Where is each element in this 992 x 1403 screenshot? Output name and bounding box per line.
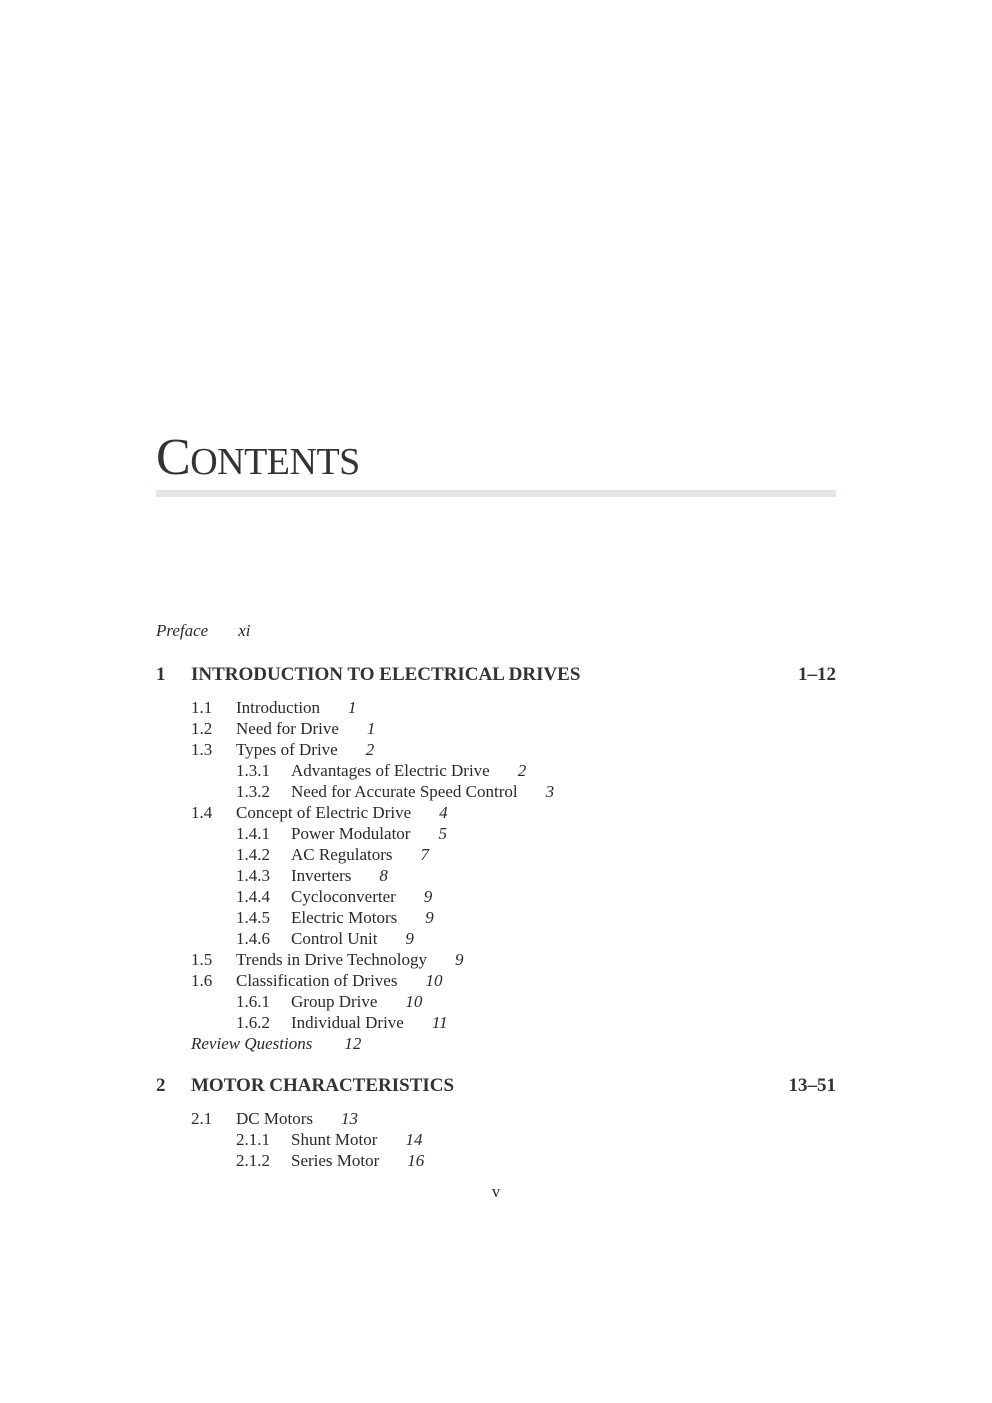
entry-label: Individual Drive [291, 1013, 404, 1032]
entry-number: 1.5 [191, 950, 213, 969]
chapter-page-range: 1–12 [798, 664, 836, 685]
entry-page: 3 [545, 782, 555, 801]
entry-page: 1 [366, 719, 376, 738]
toc-entry[interactable] [191, 1108, 358, 1129]
entry-label: Preface [156, 621, 209, 640]
entry-label: Shunt Motor [291, 1130, 378, 1149]
entry-number: 2.1.2 [236, 1151, 270, 1170]
toc-subentry[interactable] [236, 907, 434, 928]
entry-number: 1.4 [191, 803, 213, 822]
chapter-number: 2 [156, 1075, 166, 1096]
entry-number: 1.3.1 [236, 761, 270, 780]
toc-subentry[interactable] [236, 1012, 448, 1033]
entry-label: Cycloconverter [291, 887, 396, 906]
entry-page: 13 [340, 1109, 358, 1128]
entry-page: 4 [439, 803, 448, 822]
entry-page: 8 [379, 866, 388, 885]
toc-subentry[interactable] [236, 1129, 422, 1150]
entry-number: 1.1 [191, 698, 213, 717]
chapter-number: 1 [156, 664, 166, 685]
page-title [156, 428, 360, 492]
toc-entry[interactable] [191, 970, 442, 991]
entry-number: 1.3.2 [236, 782, 270, 801]
title-rule [156, 490, 836, 497]
entry-page: 16 [407, 1151, 425, 1170]
entry-page: 9 [423, 887, 433, 906]
entry-page: 14 [405, 1130, 423, 1149]
entry-page: 11 [431, 1013, 448, 1032]
entry-number: 2.1.1 [236, 1130, 270, 1149]
entry-number: 1.4.3 [236, 866, 270, 885]
entry-number: 1.6 [191, 971, 213, 990]
chapter-1-heading[interactable] [156, 663, 836, 687]
entry-number: 1.4.4 [236, 887, 270, 906]
toc-entry[interactable] [191, 802, 448, 823]
entry-label: Trends in Drive Technology [236, 950, 427, 969]
entry-label: Concept of Electric Drive [236, 803, 412, 822]
toc-entry[interactable] [191, 718, 375, 739]
title-rest: ONTENTS [190, 441, 360, 483]
title-initial: C [156, 429, 191, 486]
toc-entry[interactable] [191, 739, 374, 760]
entry-page: 2 [517, 761, 527, 780]
entry-page: 9 [455, 950, 464, 969]
entry-label: Control Unit [291, 929, 378, 948]
entry-number: 1.4.5 [236, 908, 270, 927]
entry-number: 1.3 [191, 740, 213, 759]
entry-label: Need for Accurate Speed Control [291, 782, 518, 801]
entry-number: 1.6.1 [236, 992, 270, 1011]
entry-page: 1 [348, 698, 357, 717]
toc-entry-review-questions[interactable] [191, 1033, 361, 1054]
entry-number: 1.2 [191, 719, 213, 738]
entry-label: AC Regulators [291, 845, 393, 864]
chapter-title: MOTOR CHARACTERISTICS [191, 1075, 455, 1096]
entry-label: Electric Motors [291, 908, 398, 927]
entry-page: 9 [425, 908, 434, 927]
entry-page: 12 [344, 1034, 362, 1053]
entry-page: 10 [425, 971, 443, 990]
entry-label: Advantages of Electric Drive [291, 761, 490, 780]
entry-page: 2 [365, 740, 375, 759]
toc-entry-preface[interactable] [156, 620, 251, 641]
toc-entry[interactable] [191, 949, 464, 970]
entry-number: 1.4.1 [236, 824, 270, 843]
toc-subentry[interactable] [236, 1150, 424, 1171]
entry-label: Classification of Drives [236, 971, 398, 990]
entry-number: 1.4.6 [236, 929, 270, 948]
page-number: v [491, 1182, 501, 1201]
entry-label: Group Drive [291, 992, 378, 1011]
toc-subentry[interactable] [236, 928, 414, 949]
toc-subentry[interactable] [236, 844, 429, 865]
toc-subentry[interactable] [236, 760, 526, 781]
entry-page: 7 [420, 845, 430, 864]
entry-page: 10 [405, 992, 423, 1011]
entry-number: 1.4.2 [236, 845, 270, 864]
entry-page: 5 [438, 824, 447, 843]
entry-page: xi [238, 621, 251, 640]
chapter-2-heading[interactable] [156, 1074, 836, 1098]
entry-label: Power Modulator [291, 824, 411, 843]
toc-subentry[interactable] [236, 781, 554, 802]
entry-label: Inverters [291, 866, 352, 885]
entry-label: Review Questions [191, 1034, 313, 1053]
toc-entry[interactable] [191, 697, 357, 718]
entry-label: Need for Drive [236, 719, 339, 738]
toc-subentry[interactable] [236, 886, 432, 907]
toc-subentry[interactable] [236, 823, 447, 844]
entry-label: Types of Drive [236, 740, 338, 759]
entry-label: Introduction [236, 698, 321, 717]
toc-subentry[interactable] [236, 865, 388, 886]
chapter-page-range: 13–51 [788, 1075, 836, 1096]
entry-number: 1.6.2 [236, 1013, 270, 1032]
entry-label: Series Motor [291, 1151, 380, 1170]
entry-page: 9 [405, 929, 414, 948]
entry-label: DC Motors [236, 1109, 313, 1128]
entry-number: 2.1 [191, 1109, 213, 1128]
toc-subentry[interactable] [236, 991, 422, 1012]
chapter-title: INTRODUCTION TO ELECTRICAL DRIVES [191, 664, 581, 685]
